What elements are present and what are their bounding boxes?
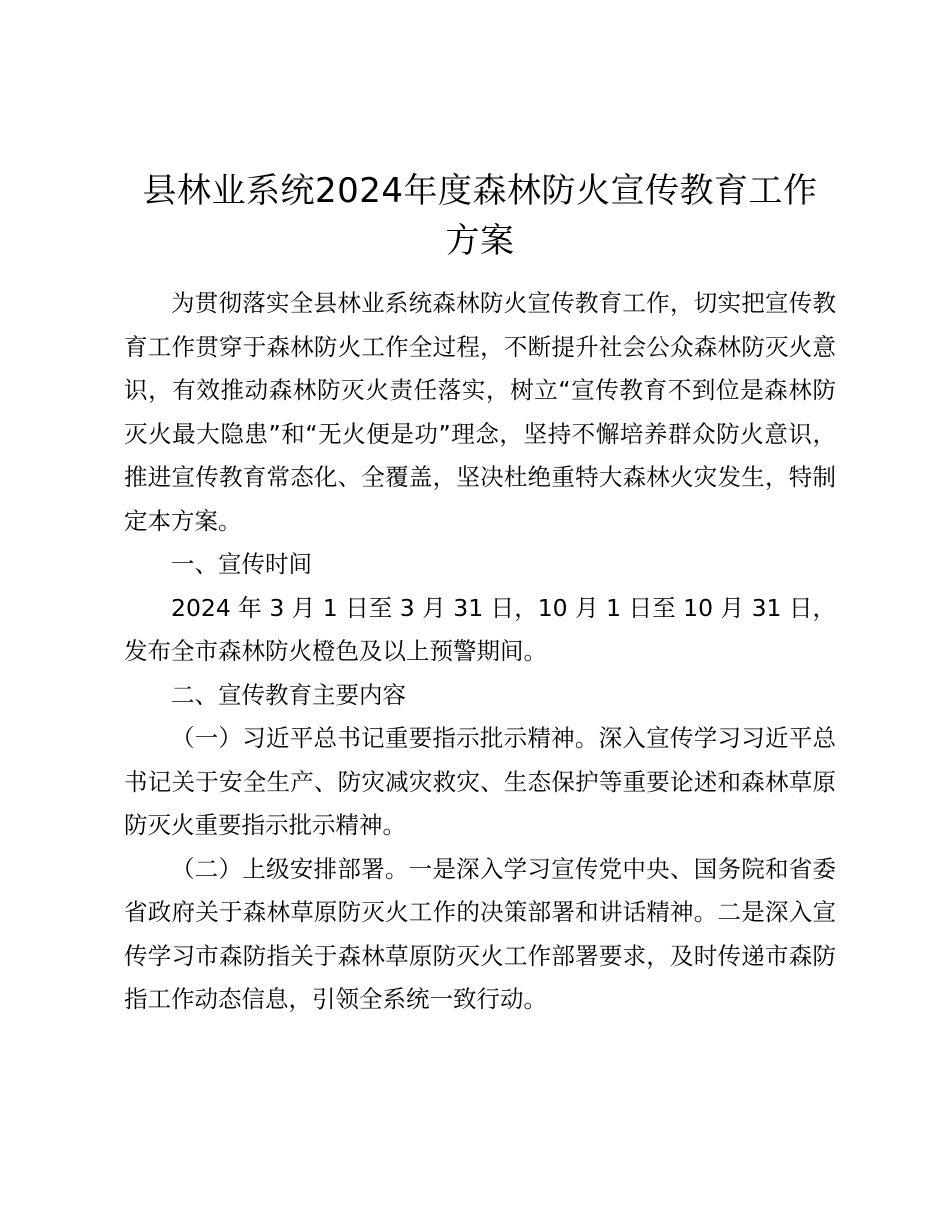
document-title-line-1: 县林业系统2024年度森林防火宣传教育工作 [142,171,818,211]
section-1-paragraph: 2024 年 3 月 1 日至 3 月 31 日，10 月 1 日至 10 月 31 日，发布全市森林防火橙色及以上预警期间。 [124,593,836,665]
document-body [124,282,836,1022]
document-title-line-2: 方案 [445,221,515,261]
document-title [124,166,836,266]
section-1-heading: 一、宣传时间 [171,550,312,578]
intro-paragraph: 为贯彻落实全县林业系统森林防火宣传教育工作，切实把宣传教育工作贯穿于森林防火工作全过程，不断提升社会公众森林防灭火意识，有效推动森林防灭火责任落实，树立“宣传教育不到位是森林防灭火最大隐患”和“无火便是功”理念，坚持不懈培养群众防火意识，推进宣传教育常态化、全覆盖，坚决杜绝重特大森林火灾发生，特制定本方案。 [124,289,836,535]
item-2-paragraph: （二）上级安排部署。一是深入学习宣传党中央、国务院和省委省政府关于森林草原防灭火工作的决策部署和讲话精神。二是深入宣传学习市森防指关于森林草原防灭火工作部署要求，及时传递市森防指工作动态信息，引领全系统一致行动。 [124,854,836,1013]
section-2-heading: 二、宣传教育主要内容 [171,680,406,709]
item-1-paragraph: （一）习近平总书记重要指示批示精神。深入宣传学习习近平总书记关于安全生产、防灾减灾救灾、生态保护等重要论述和森林草原防灭火重要指示批示精神。 [124,724,836,839]
